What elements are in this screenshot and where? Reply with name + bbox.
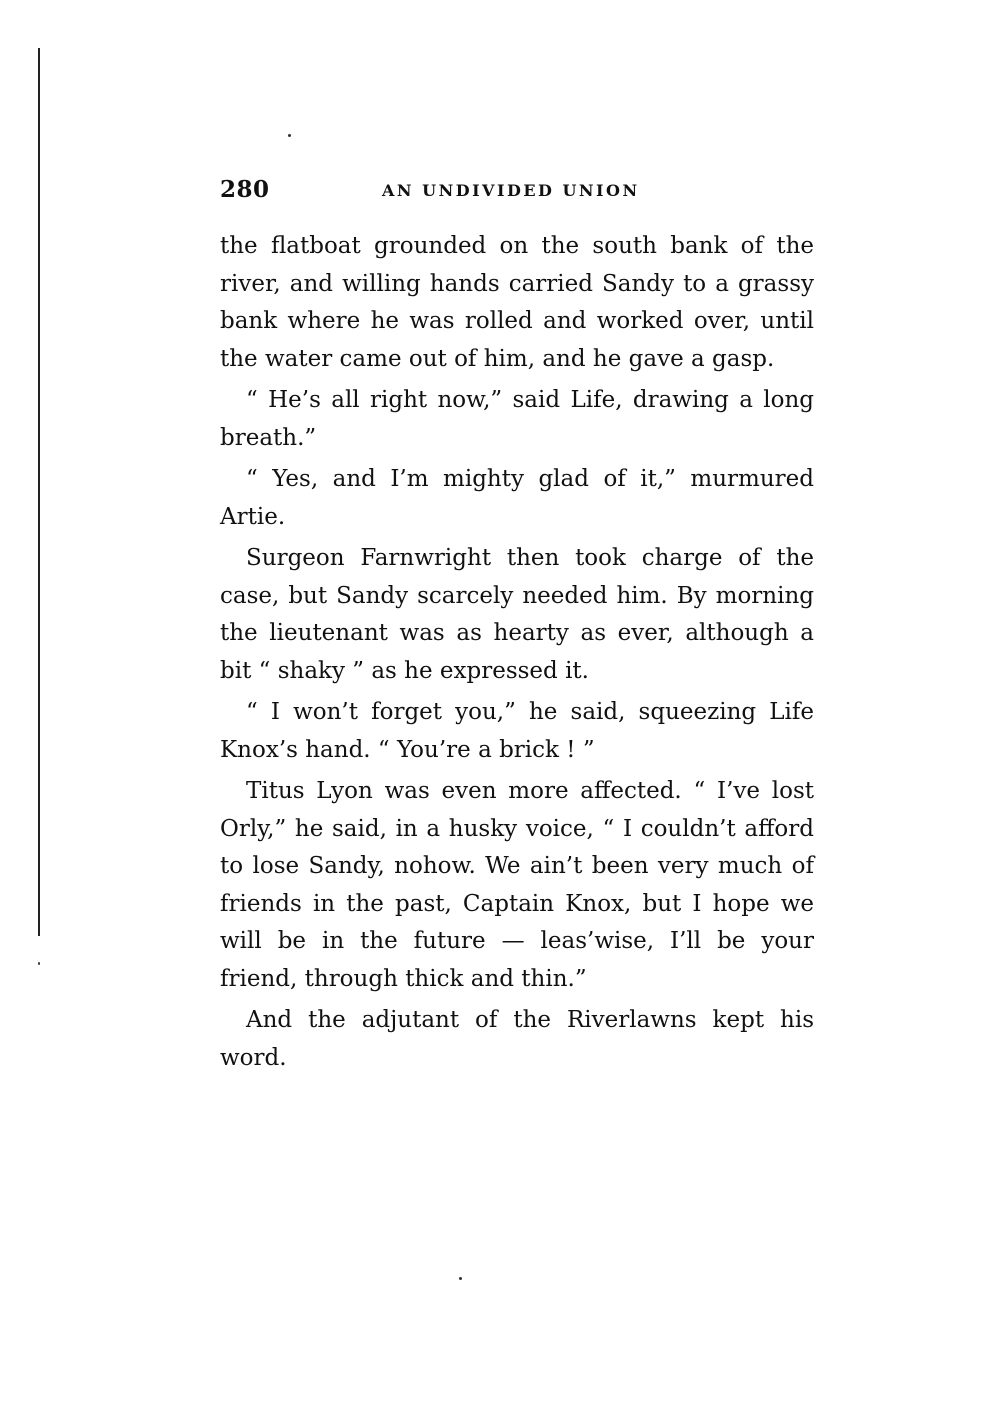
running-title: AN UNDIVIDED UNION (382, 181, 640, 200)
scan-speck (459, 1277, 462, 1280)
scan-speck (38, 962, 40, 965)
paragraph: And the adjutant of the Riverlawns kept his word. (220, 1007, 814, 1071)
scan-speck (288, 134, 291, 137)
paragraph: “ I won’t forget you,” he said, squeezing Life Knox’s hand. “ You’re a brick ! ” (220, 699, 814, 763)
binding-edge-line (38, 48, 40, 936)
paragraph: the flatboat grounded on the south bank of the river, and willing hands carried Sandy to a grassy bank where he was rolled and worked over, until the water came out of him, and he gave a gasp. (220, 233, 814, 372)
page-number: 280 (220, 176, 270, 203)
page-header (220, 176, 814, 210)
paragraph: Titus Lyon was even more affected. “ I’ve lost Orly,” he said, in a husky voice, “ I couldn’t afford to lose Sandy, nohow. We ain’t been very much of friends in the past, Captain Knox, but I hope we will be in the future — leas’wise, I’ll be your friend, through thick and thin.” (220, 778, 814, 992)
paragraph: Surgeon Farnwright then took charge of the case, but Sandy scarcely needed him. By morning the lieutenant was as hearty as ever, although a bit “ shaky ” as he expressed it. (220, 545, 814, 684)
paragraph: “ Yes, and I’m mighty glad of it,” murmured Artie. (220, 466, 814, 530)
body-text (220, 228, 814, 1081)
paragraph: “ He’s all right now,” said Life, drawing a long breath.” (220, 387, 814, 451)
